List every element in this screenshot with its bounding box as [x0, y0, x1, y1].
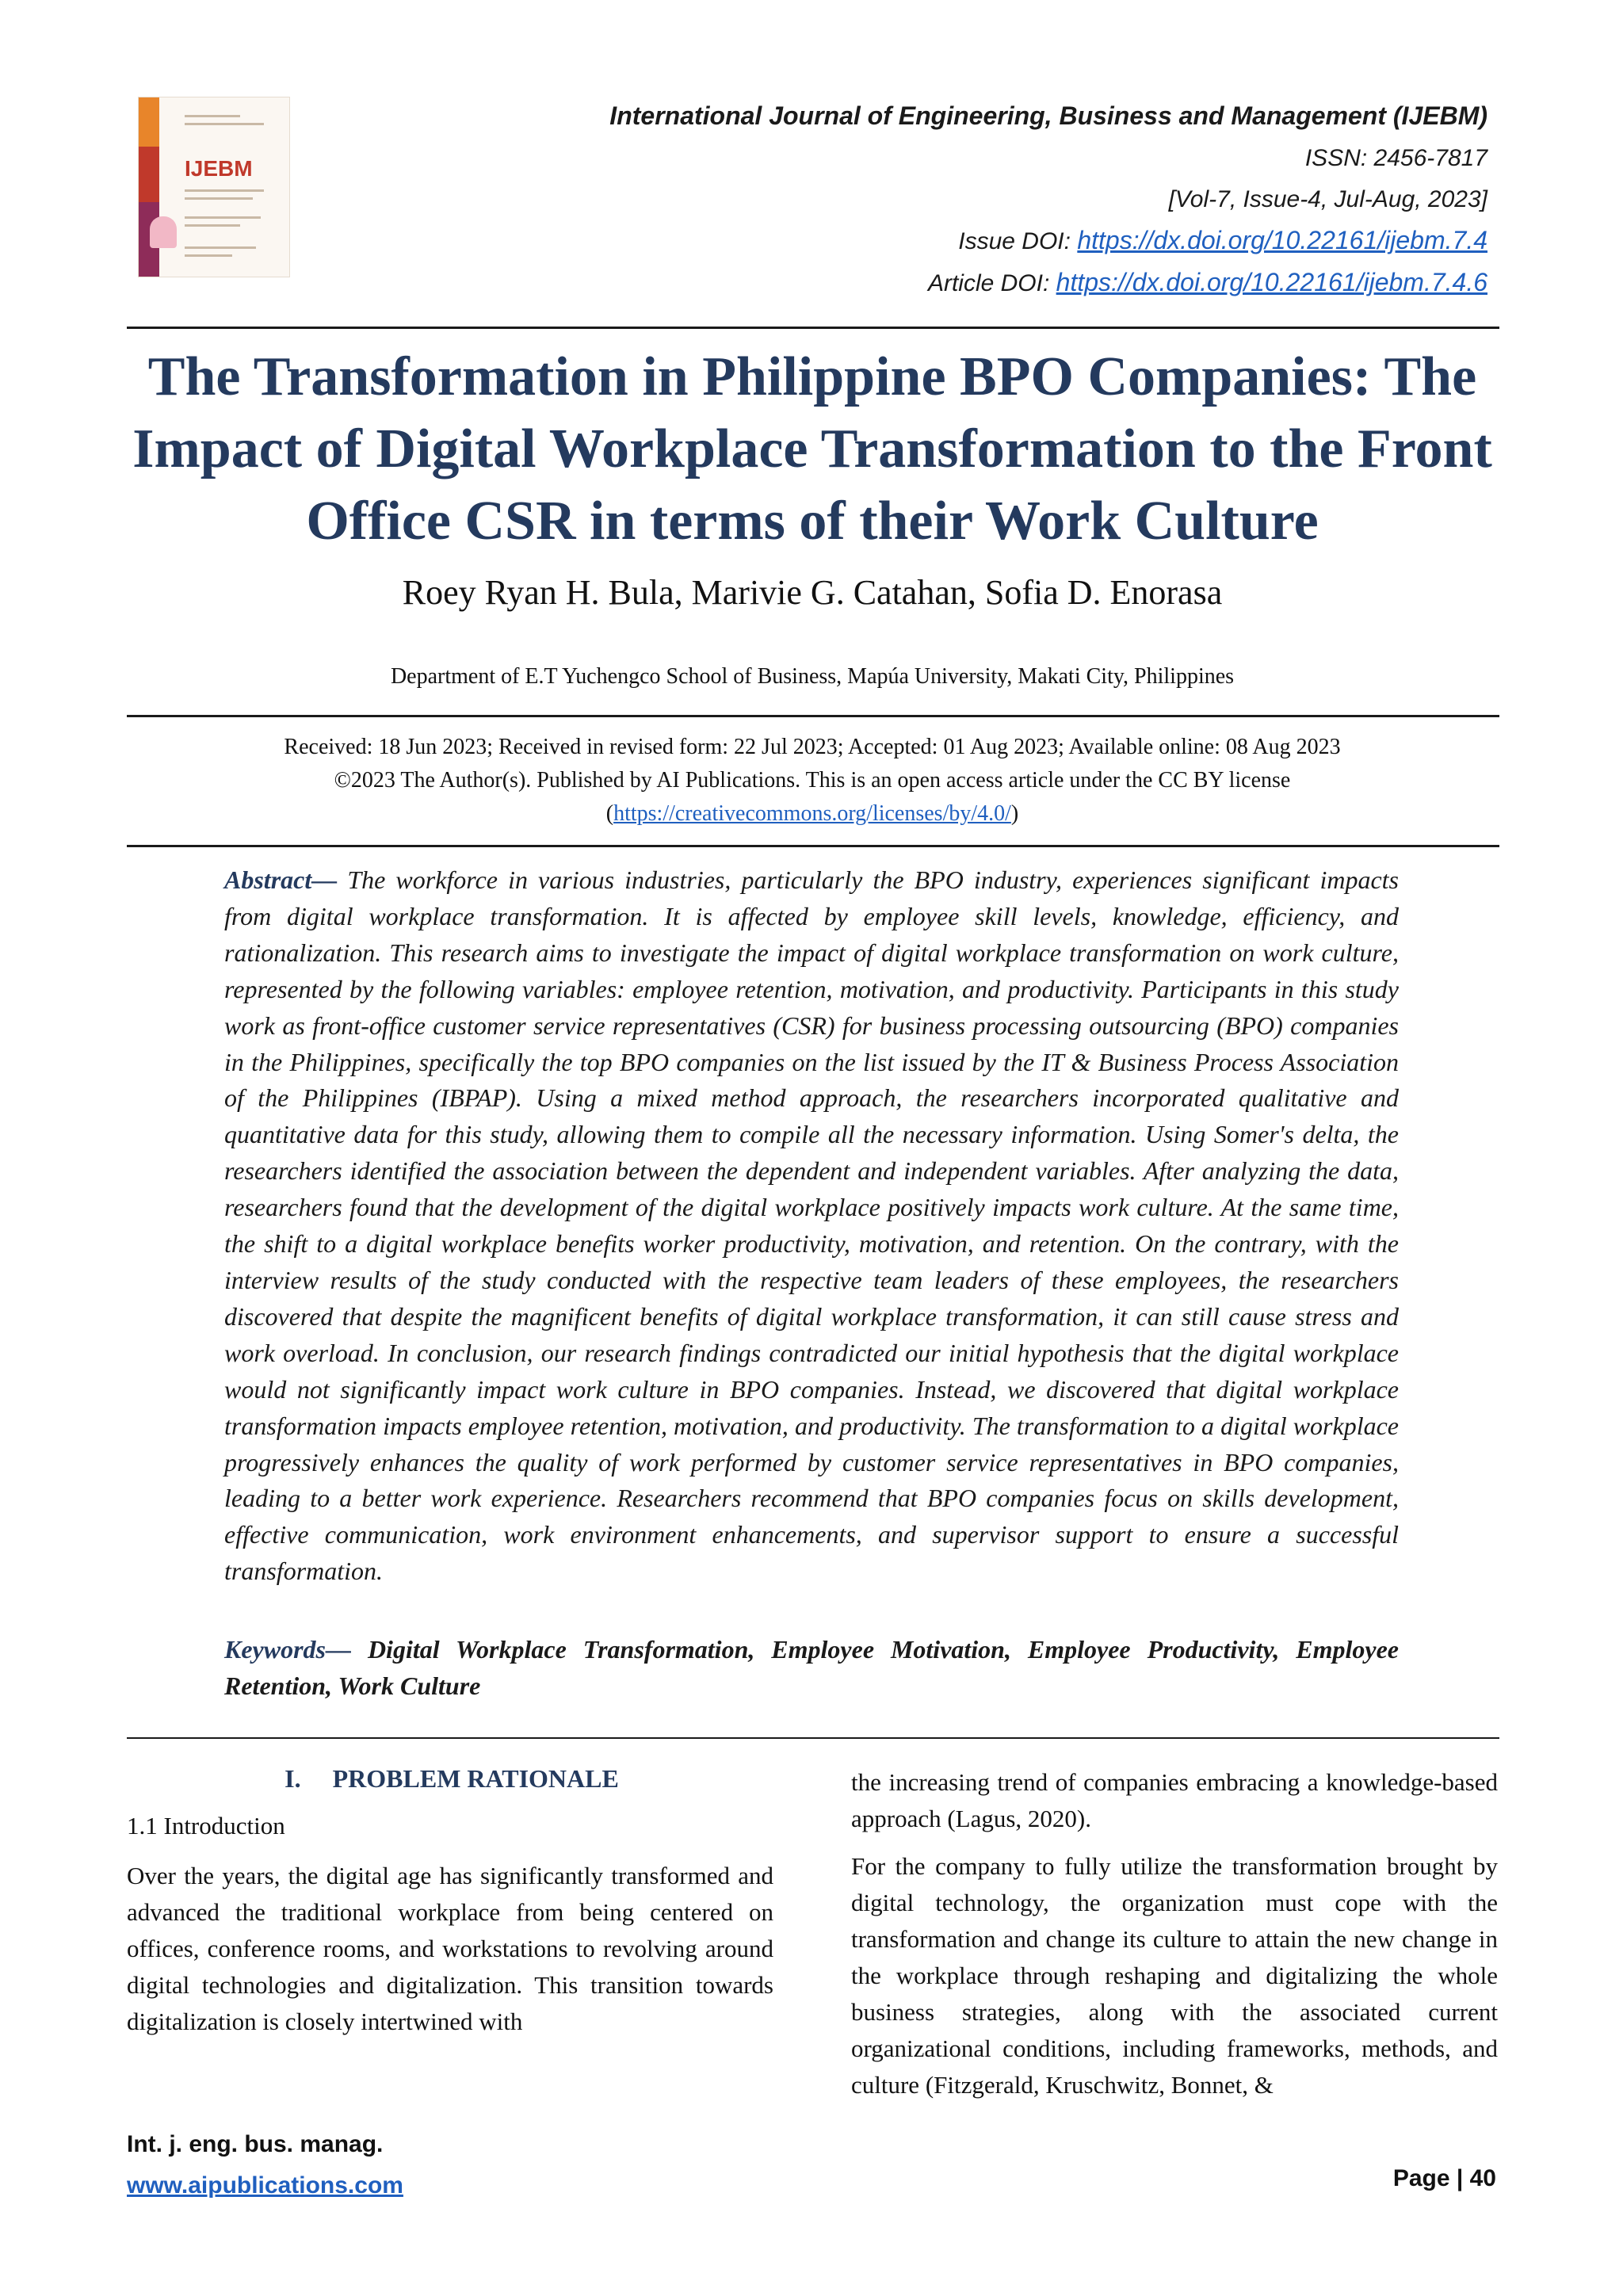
section-number: I. [285, 1764, 301, 1793]
footer-left [127, 2124, 403, 2206]
page-number: Page | 40 [1392, 2165, 1496, 2191]
abstract-divider [127, 1737, 1499, 1739]
left-column [127, 1858, 773, 2051]
keywords-label: Keywords— [224, 1635, 351, 1664]
keywords [224, 1631, 1399, 1704]
received-dates: Received: 18 Jun 2023; Received in revised form: 22 Jul 2023; Accepted: 01 Aug 2023; Available online: 08 Aug 2023 [284, 735, 1341, 759]
header-divider [127, 327, 1499, 329]
abstract [224, 862, 1399, 1590]
journal-abbreviation: Int. j. eng. bus. manag. [127, 2131, 384, 2157]
article-doi-link[interactable]: https://dx.doi.org/10.22161/ijebm.7.4.6 [1056, 268, 1487, 296]
section-heading [127, 1764, 777, 1794]
license-link[interactable]: https://creativecommons.org/licenses/by/4.0/ [613, 801, 1011, 826]
publisher-website-link[interactable]: www.aipublications.com [127, 2172, 403, 2199]
issue-doi-label: Issue DOI: [958, 228, 1071, 254]
issn: ISSN: 2456-7817 [1304, 145, 1487, 171]
history-divider [127, 845, 1499, 847]
keywords-text: Digital Workplace Transformation, Employee Motivation, Employee Productivity, Employee Retention, Work Culture [224, 1635, 1400, 1700]
license-statement: ©2023 The Author(s). Published by AI Publications. This is an open access article under the CC BY license [334, 768, 1291, 793]
affiliation: Department of E.T Yuchengco School of Business, Mapúa University, Makati City, Philippines [390, 664, 1235, 689]
issue-doi [958, 226, 1487, 255]
journal-cover-thumbnail [138, 97, 290, 277]
body-paragraph: Over the years, the digital age has significantly transformed and advanced the traditional workplace from being centered on offices, conference rooms, and workstations to revolving around digital technologies and digitalization. This transition towards digitalization is closely intertwined with [127, 1862, 773, 2035]
abstract-text: The workforce in various industries, particularly the BPO industry, experiences significant impacts from digital workplace transformation. It is affected by employee skill levels, knowledge, efficiency, and rationalization. This research aims to investigate the impact of digital workplace transformation on work culture, represented by the following variables: employee retention, motivation, and productivity. Participants in this study work as front-office customer service representatives (CSR) for business processing outsourcing (BPO) companies in the Philippines, specifically the top BPO companies on the list issued by the IT & Business Process Association of the Philippines (IBPAP). Using a mixed method approach, the researchers incorporated qualitative and quantitative data for this study, allowing them to compile all the necessary information. Using Somer's delta, the researchers identified the association between the dependent and independent variables. After analyzing the data, researchers found that the development of the digital workplace positively impacts work culture. At the same time, the shift to a digital workplace benefits worker productivity, motivation, and retention. On the contrary, with the interview results of the study conducted with the respective team leaders of these employees, the researchers discovered that despite the magnificent benefits of digital workplace transformation, it can still cause stress and work overload. In conclusion, our research findings contradicted our initial hypothesis that the digital workplace would not significantly impact work culture in BPO companies. Instead, we discovered that digital workplace transformation impacts employee retention, motivation, and productivity. The transformation to a digital workplace progressively enhances the quality of work performed by customer service representatives in BPO companies, leading to a better work experience. Researchers recommend that BPO companies focus on skills development, effective communication, work environment enhancements, and supervisor support to ensure a successful transformation. [224, 865, 1400, 1586]
authors: Roey Ryan H. Bula, Marivie G. Catahan, Sofia D. Enorasa [402, 573, 1223, 612]
body-paragraph: For the company to fully utilize the transformation brought by digital technology, the organization must cope with the transformation and change its culture to attain the new change in the workplace through reshaping and digitalizing the whole business strategies, along with the associated current organizational conditions, including frameworks, methods, and culture (Fitzgerald, Kruschwitz, Bonnet, & [851, 1852, 1498, 2099]
license-link-wrap: (https://creativecommons.org/licenses/by/4.0/) [605, 801, 1019, 826]
right-column [851, 1764, 1498, 2115]
article-doi-label: Article DOI: [927, 270, 1050, 296]
title-divider [127, 715, 1499, 717]
article-doi [928, 268, 1487, 297]
section-title: PROBLEM RATIONALE [332, 1764, 619, 1793]
article-title: The Transformation in Philippine BPO Companies: The Impact of Digital Workplace Transformation to the Front Office CSR in terms of their Work Culture [132, 346, 1492, 552]
subsection-heading: 1.1 Introduction [127, 1812, 285, 1839]
cover-illustration [150, 216, 177, 248]
volume-issue: [Vol-7, Issue-4, Jul-Aug, 2023] [1168, 186, 1487, 212]
body-paragraph: the increasing trend of companies embracing a knowledge-based approach (Lagus, 2020). [851, 1768, 1498, 1832]
abstract-label: Abstract— [224, 865, 338, 894]
journal-title: International Journal of Engineering, Business and Management (IJEBM) [609, 101, 1487, 130]
publication-history [111, 731, 1514, 831]
issue-doi-link[interactable]: https://dx.doi.org/10.22161/ijebm.7.4 [1077, 226, 1487, 254]
cover-brand: IJEBM [185, 156, 253, 181]
